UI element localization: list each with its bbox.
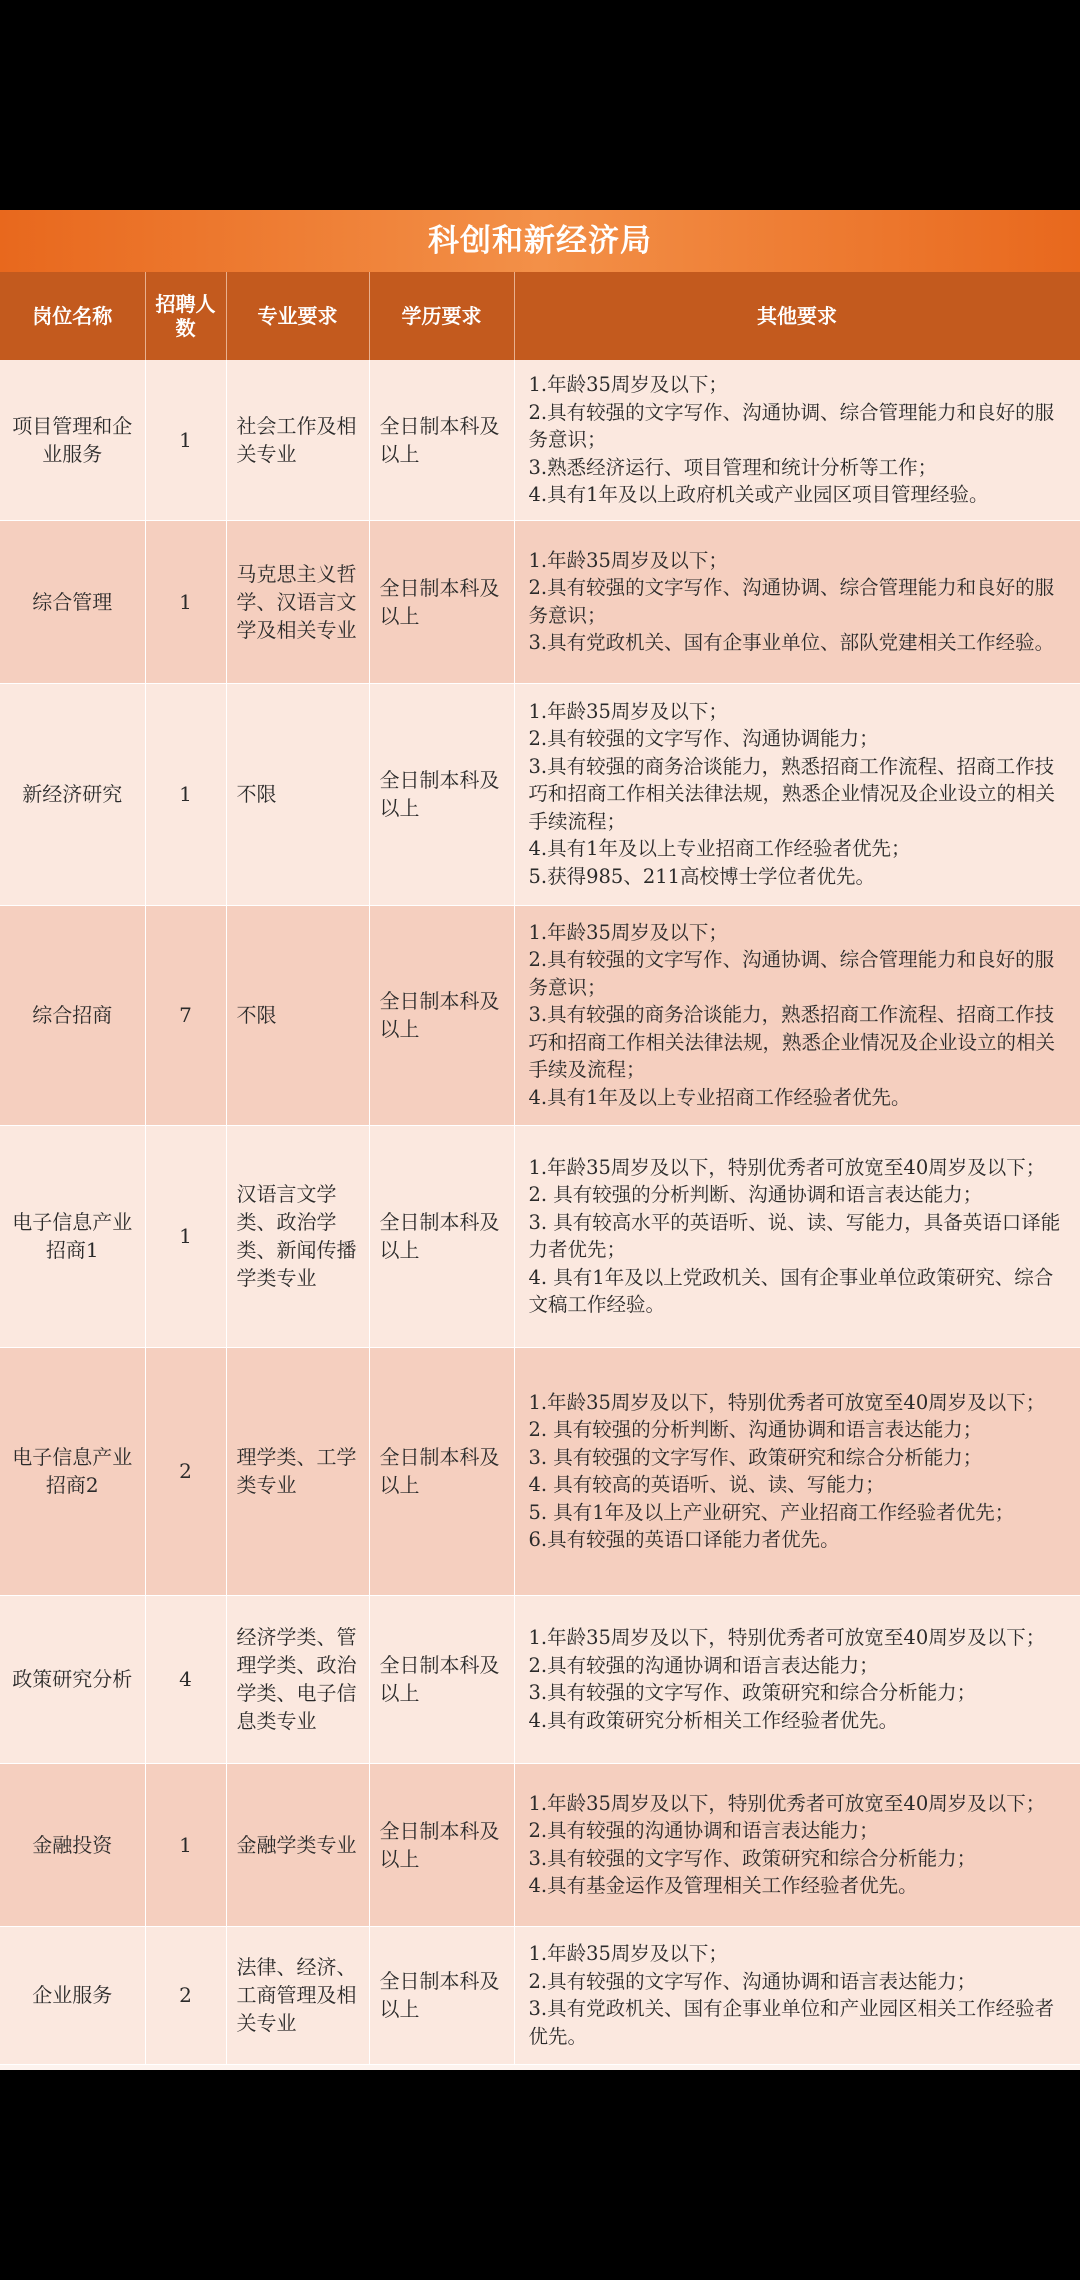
requirement-line: 5. 具有1年及以上产业研究、产业招商工作经验者优先； [528, 1500, 1015, 1524]
requirement-line: 6.具有较强的英语口译能力者优先。 [528, 1528, 840, 1551]
position-name-cell: 综合招商 [0, 905, 145, 1125]
requirement-line: 2.具有较强的文字写作、沟通协调、综合管理能力和良好的服务意识； [528, 948, 1055, 999]
position-name-cell: 金融投资 [0, 1763, 145, 1926]
requirement-line: 3.具有较强的商务洽谈能力，熟悉招商工作流程、招商工作技巧和招商工作相关法律法规，熟悉企业情况及企业设立的相关手续及流程； [528, 1003, 1056, 1082]
education-cell: 全日制本科及以上 [369, 1347, 514, 1595]
other-requirements-cell [514, 1926, 1080, 2064]
major-cell: 马克思主义哲学、汉语言文学及相关专业 [226, 520, 369, 683]
requirement-line: 3.具有较强的文字写作、政策研究和综合分析能力； [528, 1846, 977, 1870]
other-requirements-cell [514, 520, 1080, 683]
requirement-line: 2.具有较强的沟通协调和语言表达能力； [528, 1653, 879, 1677]
table-row [0, 1347, 1080, 1595]
requirement-line: 2.具有较强的文字写作、沟通协调能力； [528, 727, 879, 751]
position-name-cell: 电子信息产业招商1 [0, 1125, 145, 1347]
other-requirements-cell [514, 1595, 1080, 1763]
requirement-line: 1.年龄35周岁及以下； [528, 920, 728, 944]
header-row [0, 272, 1080, 360]
table-row [0, 683, 1080, 905]
requirement-line: 3. 具有较强的文字写作、政策研究和综合分析能力； [528, 1445, 983, 1469]
requirement-line: 2.具有较强的沟通协调和语言表达能力； [528, 1819, 879, 1842]
requirement-line: 1.年龄35周岁及以下，特别优秀者可放宽至40周岁及以下； [528, 1626, 1046, 1649]
requirement-line: 4. 具有1年及以上党政机关、国有企事业单位政策研究、综合文稿工作经验。 [528, 1265, 1054, 1316]
requirement-line: 1.年龄35周岁及以下； [528, 1942, 728, 1965]
major-cell: 不限 [226, 683, 369, 905]
major-cell: 金融学类专业 [226, 1763, 369, 1926]
count-cell: 1 [145, 1763, 226, 1926]
other-requirements-cell [514, 360, 1080, 520]
education-cell: 全日制本科及以上 [369, 1595, 514, 1763]
other-requirements-cell [514, 905, 1080, 1125]
table-row [0, 360, 1080, 520]
position-name-cell: 综合管理 [0, 520, 145, 683]
header-education: 学历要求 [369, 272, 514, 360]
education-cell: 全日制本科及以上 [369, 905, 514, 1125]
other-requirements-cell [514, 683, 1080, 905]
requirement-line: 4.具有基金运作及管理相关工作经验者优先。 [528, 1874, 918, 1897]
count-cell: 1 [145, 1125, 226, 1347]
requirement-line: 1.年龄35周岁及以下； [528, 699, 728, 723]
position-name-cell: 政策研究分析 [0, 1595, 145, 1763]
table-row [0, 1926, 1080, 2064]
requirement-line: 1.年龄35周岁及以下，特别优秀者可放宽至40周岁及以下； [528, 1155, 1046, 1179]
count-cell: 2 [145, 1926, 226, 2064]
requirement-line: 1.年龄35周岁及以下； [528, 548, 728, 572]
table-row [0, 1125, 1080, 1347]
table-row [0, 1595, 1080, 1763]
header-other: 其他要求 [514, 272, 1080, 360]
other-requirements-cell [514, 1347, 1080, 1595]
other-requirements-cell [514, 1763, 1080, 1926]
major-cell: 不限 [226, 905, 369, 1125]
requirement-line: 1.年龄35周岁及以下，特别优秀者可放宽至40周岁及以下； [528, 1390, 1046, 1414]
count-cell: 1 [145, 520, 226, 683]
requirement-line: 1.年龄35周岁及以下； [528, 373, 728, 396]
requirement-line: 1.年龄35周岁及以下，特别优秀者可放宽至40周岁及以下； [528, 1791, 1046, 1815]
major-cell: 社会工作及相关专业 [226, 360, 369, 520]
count-cell: 1 [145, 360, 226, 520]
requirement-line: 2.具有较强的文字写作、沟通协调、综合管理能力和良好的服务意识； [528, 576, 1055, 627]
education-cell: 全日制本科及以上 [369, 683, 514, 905]
requirement-line: 3.具有较强的文字写作、政策研究和综合分析能力； [528, 1681, 977, 1704]
position-name-cell: 项目管理和企业服务 [0, 360, 145, 520]
major-cell: 法律、经济、工商管理及相关专业 [226, 1926, 369, 2064]
requirement-line: 2. 具有较强的分析判断、沟通协调和语言表达能力； [528, 1183, 983, 1206]
position-name-cell: 新经济研究 [0, 683, 145, 905]
table-row [0, 905, 1080, 1125]
education-cell: 全日制本科及以上 [369, 360, 514, 520]
table-title: 科创和新经济局 [0, 210, 1080, 272]
requirement-line: 4.具有1年及以上专业招商工作经验者优先； [528, 837, 911, 861]
requirement-line: 3.具有较强的商务洽谈能力，熟悉招商工作流程、招商工作技巧和招商工作相关法律法规，熟悉企业情况及企业设立的相关手续流程； [528, 754, 1056, 833]
count-cell: 4 [145, 1595, 226, 1763]
education-cell: 全日制本科及以上 [369, 1926, 514, 2064]
major-cell: 汉语言文学类、政治学类、新闻传播学类专业 [226, 1125, 369, 1347]
requirement-line: 2.具有较强的文字写作、沟通协调、综合管理能力和良好的服务意识； [528, 400, 1055, 451]
count-cell: 2 [145, 1347, 226, 1595]
header-count: 招聘人数 [145, 272, 226, 360]
requirement-line: 2.具有较强的文字写作、沟通协调和语言表达能力； [528, 1969, 977, 1993]
requirement-line: 4.具有1年及以上政府机关或产业园区项目管理经验。 [528, 483, 989, 506]
education-cell: 全日制本科及以上 [369, 1763, 514, 1926]
requirement-line: 4. 具有较高的英语听、说、读、写能力； [528, 1473, 885, 1496]
recruitment-table [0, 272, 1080, 2065]
requirement-line: 3.熟悉经济运行、项目管理和统计分析等工作； [528, 455, 938, 479]
major-cell: 经济学类、管理学类、政治学类、电子信息类专业 [226, 1595, 369, 1763]
major-cell: 理学类、工学类专业 [226, 1347, 369, 1595]
requirement-line: 4.具有政策研究分析相关工作经验者优先。 [528, 1708, 899, 1732]
header-position-name: 岗位名称 [0, 272, 145, 360]
requirement-line: 2. 具有较强的分析判断、沟通协调和语言表达能力； [528, 1418, 983, 1441]
table-row [0, 520, 1080, 683]
requirement-line: 4.具有1年及以上专业招商工作经验者优先。 [528, 1085, 911, 1109]
education-cell: 全日制本科及以上 [369, 520, 514, 683]
requirement-line: 3.具有党政机关、国有企事业单位、部队党建相关工作经验。 [528, 631, 1055, 654]
table-row [0, 1763, 1080, 1926]
count-cell: 7 [145, 905, 226, 1125]
count-cell: 1 [145, 683, 226, 905]
recruitment-table-document [0, 210, 1080, 2070]
other-requirements-cell [514, 1125, 1080, 1347]
requirement-line: 3.具有党政机关、国有企事业单位和产业园区相关工作经验者优先。 [528, 1997, 1055, 2048]
position-name-cell: 企业服务 [0, 1926, 145, 2064]
header-major: 专业要求 [226, 272, 369, 360]
education-cell: 全日制本科及以上 [369, 1125, 514, 1347]
requirement-line: 5.获得985、211高校博士学位者优先。 [528, 864, 876, 888]
position-name-cell: 电子信息产业招商2 [0, 1347, 145, 1595]
requirement-line: 3. 具有较高水平的英语听、说、读、写能力，具备英语口译能力者优先； [528, 1210, 1061, 1261]
